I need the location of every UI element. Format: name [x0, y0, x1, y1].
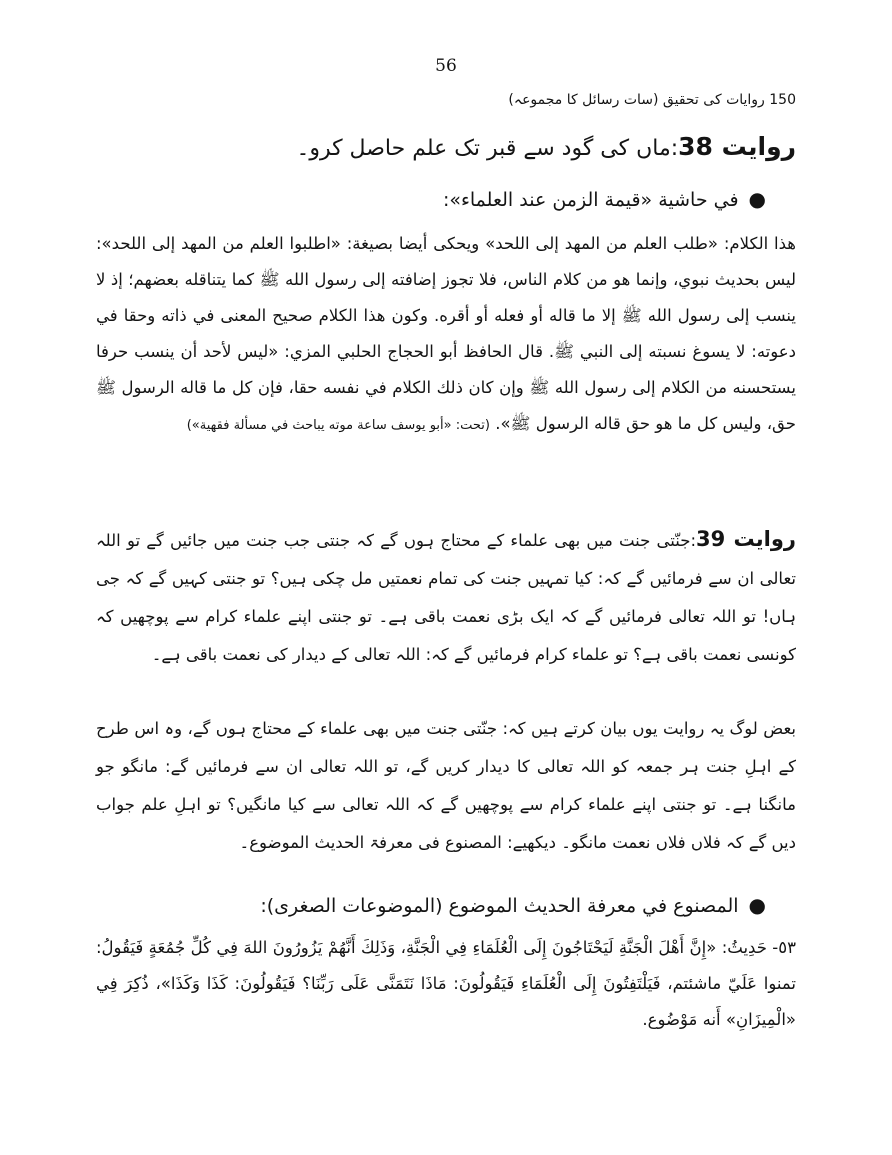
arabic-commentary-note: (تحت: «أبو يوسف ساعة موته يباحث في مسألة فقهية»): [186, 418, 490, 433]
riwayat-39-paragraph: [96, 520, 796, 674]
source-1-title: في حاشية «قيمة الزمن عند العلماء»:: [442, 189, 739, 211]
bullet-icon: ●: [748, 187, 766, 211]
bullet-icon: ●: [748, 893, 766, 917]
riwayat-39-label: روایت 39: [696, 527, 796, 551]
riwayat-38-label: روایت 38: [678, 132, 796, 161]
arabic-commentary-body: هذا الكلام: «طلب العلم من المهد إلى اللحد» ويحكى أيضا بصيغة: «اطلبوا العلم من المهد إلى اللحد»: ليس بحديث نبوي، وإنما هو من كلام الناس، فلا تجوز إضافته إلى رسول الله ﷺ كما يتناقله بعضهم؛ إذ لا ينسب إلى رسول الله ﷺ إلا ما قاله أو فعله أو أقره. وكون هذا الكلام صحيح المعنى في ذاته وحقا في دعوته: لا يسوغ نسبته إلى النبي ﷺ. قال الحافظ أبو الحجاج الحلبي المزي: «ليس لأحد أن ينسب حرفا يستحسنه من الكلام إلى رسول الله ﷺ وإن كان ذلك الكلام في نفسه حقا، فإن كل ما قاله الرسول ﷺ حق، وليس كل ما هو حق قاله الرسول ﷺ».: [96, 234, 796, 433]
hadith-53-text: ٥٣- حَدِيثُ: «إِنَّ أَهْلَ الْجَنَّةِ لَيَحْتَاجُونَ إِلَى الْعُلَمَاءِ فِي الْجَنَّةِ، وَذَلِكَ أَنَّهُمْ يَزُورُونَ اللهَ فِي كُلِّ جُمُعَةٍ فَيَقُولُ: تمنوا عَلَيّ ماشئتم، فَيَلْتَفِتُونَ إِلَى الْعُلَمَاءِ فَيَقُولُونَ: مَاذَا نَتَمَنَّى عَلَى رَبِّنَا؟ فَيَقُولُونَ: كَذَا وَكَذَا»، ذُكِرَ فِي «الْمِيزَانِ» أَنه مَوْضُوع.: [96, 938, 796, 1029]
riwayat-39-text: :جنّتی جنت میں بھی علماء کے محتاج ہوں گے کہ جنتی جب جنت میں جائیں گے تو اللہ تعالی ان سے فرمائیں گے کہ: کیا تمہیں جنت کی تمام نعمتیں مل چکی ہیں؟ تو جنتی کہیں گے کہ جی ہاں! تو اللہ تعالی فرمائیں گے کہ ایک بڑی نعمت باقی ہے۔ تو جنتی اپنے علماء کرام سے پوچھیں کہ کونسی نعمت باقی ہے؟ تو علماء کرام فرمائیں گے کہ: اللہ تعالی کے دیدار کی نعمت باقی ہے۔: [96, 531, 796, 664]
hadith-53: [96, 930, 796, 1038]
riwayat-38-title: :ماں کی گود سے قبر تک علم حاصل کرو۔: [296, 136, 679, 161]
running-header: 150 روایات کی تحقیق (سات رسائل کا مجموعہ): [508, 92, 796, 108]
source-2-heading: [260, 890, 766, 921]
arabic-commentary: [96, 226, 796, 444]
source-2-title: المصنوع في معرفة الحديث الموضوع (الموضوعات الصغرى):: [260, 895, 739, 917]
riwayat-39-see-also: دیکھیے: المصنوع فی معرفۃ الحدیث الموضوع۔: [239, 833, 556, 852]
riwayat-39-alternate-text: بعض لوگ یہ روایت یوں بیان کرتے ہیں کہ: جنّتی جنت میں بھی علماء کے محتاج ہوں گے، وہ اس طرح کے اہلِ جنت ہر جمعہ کو اللہ تعالی کا دیدار کریں گے، تو اللہ تعالی ان سے فرمائیں گے: مانگو جو مانگنا ہے۔ تو جنتی اپنے علماء کرام سے پوچھیں گے کہ اللہ تعالی سے کیا مانگیں؟ تو اہلِ علم جواب دیں گے کہ فلاں فلاں نعمت مانگو۔: [96, 719, 796, 852]
riwayat-39-alternate: [96, 710, 796, 862]
page-number: 56: [435, 56, 457, 76]
riwayat-38-heading: [96, 130, 796, 166]
source-1-heading: [443, 184, 766, 215]
